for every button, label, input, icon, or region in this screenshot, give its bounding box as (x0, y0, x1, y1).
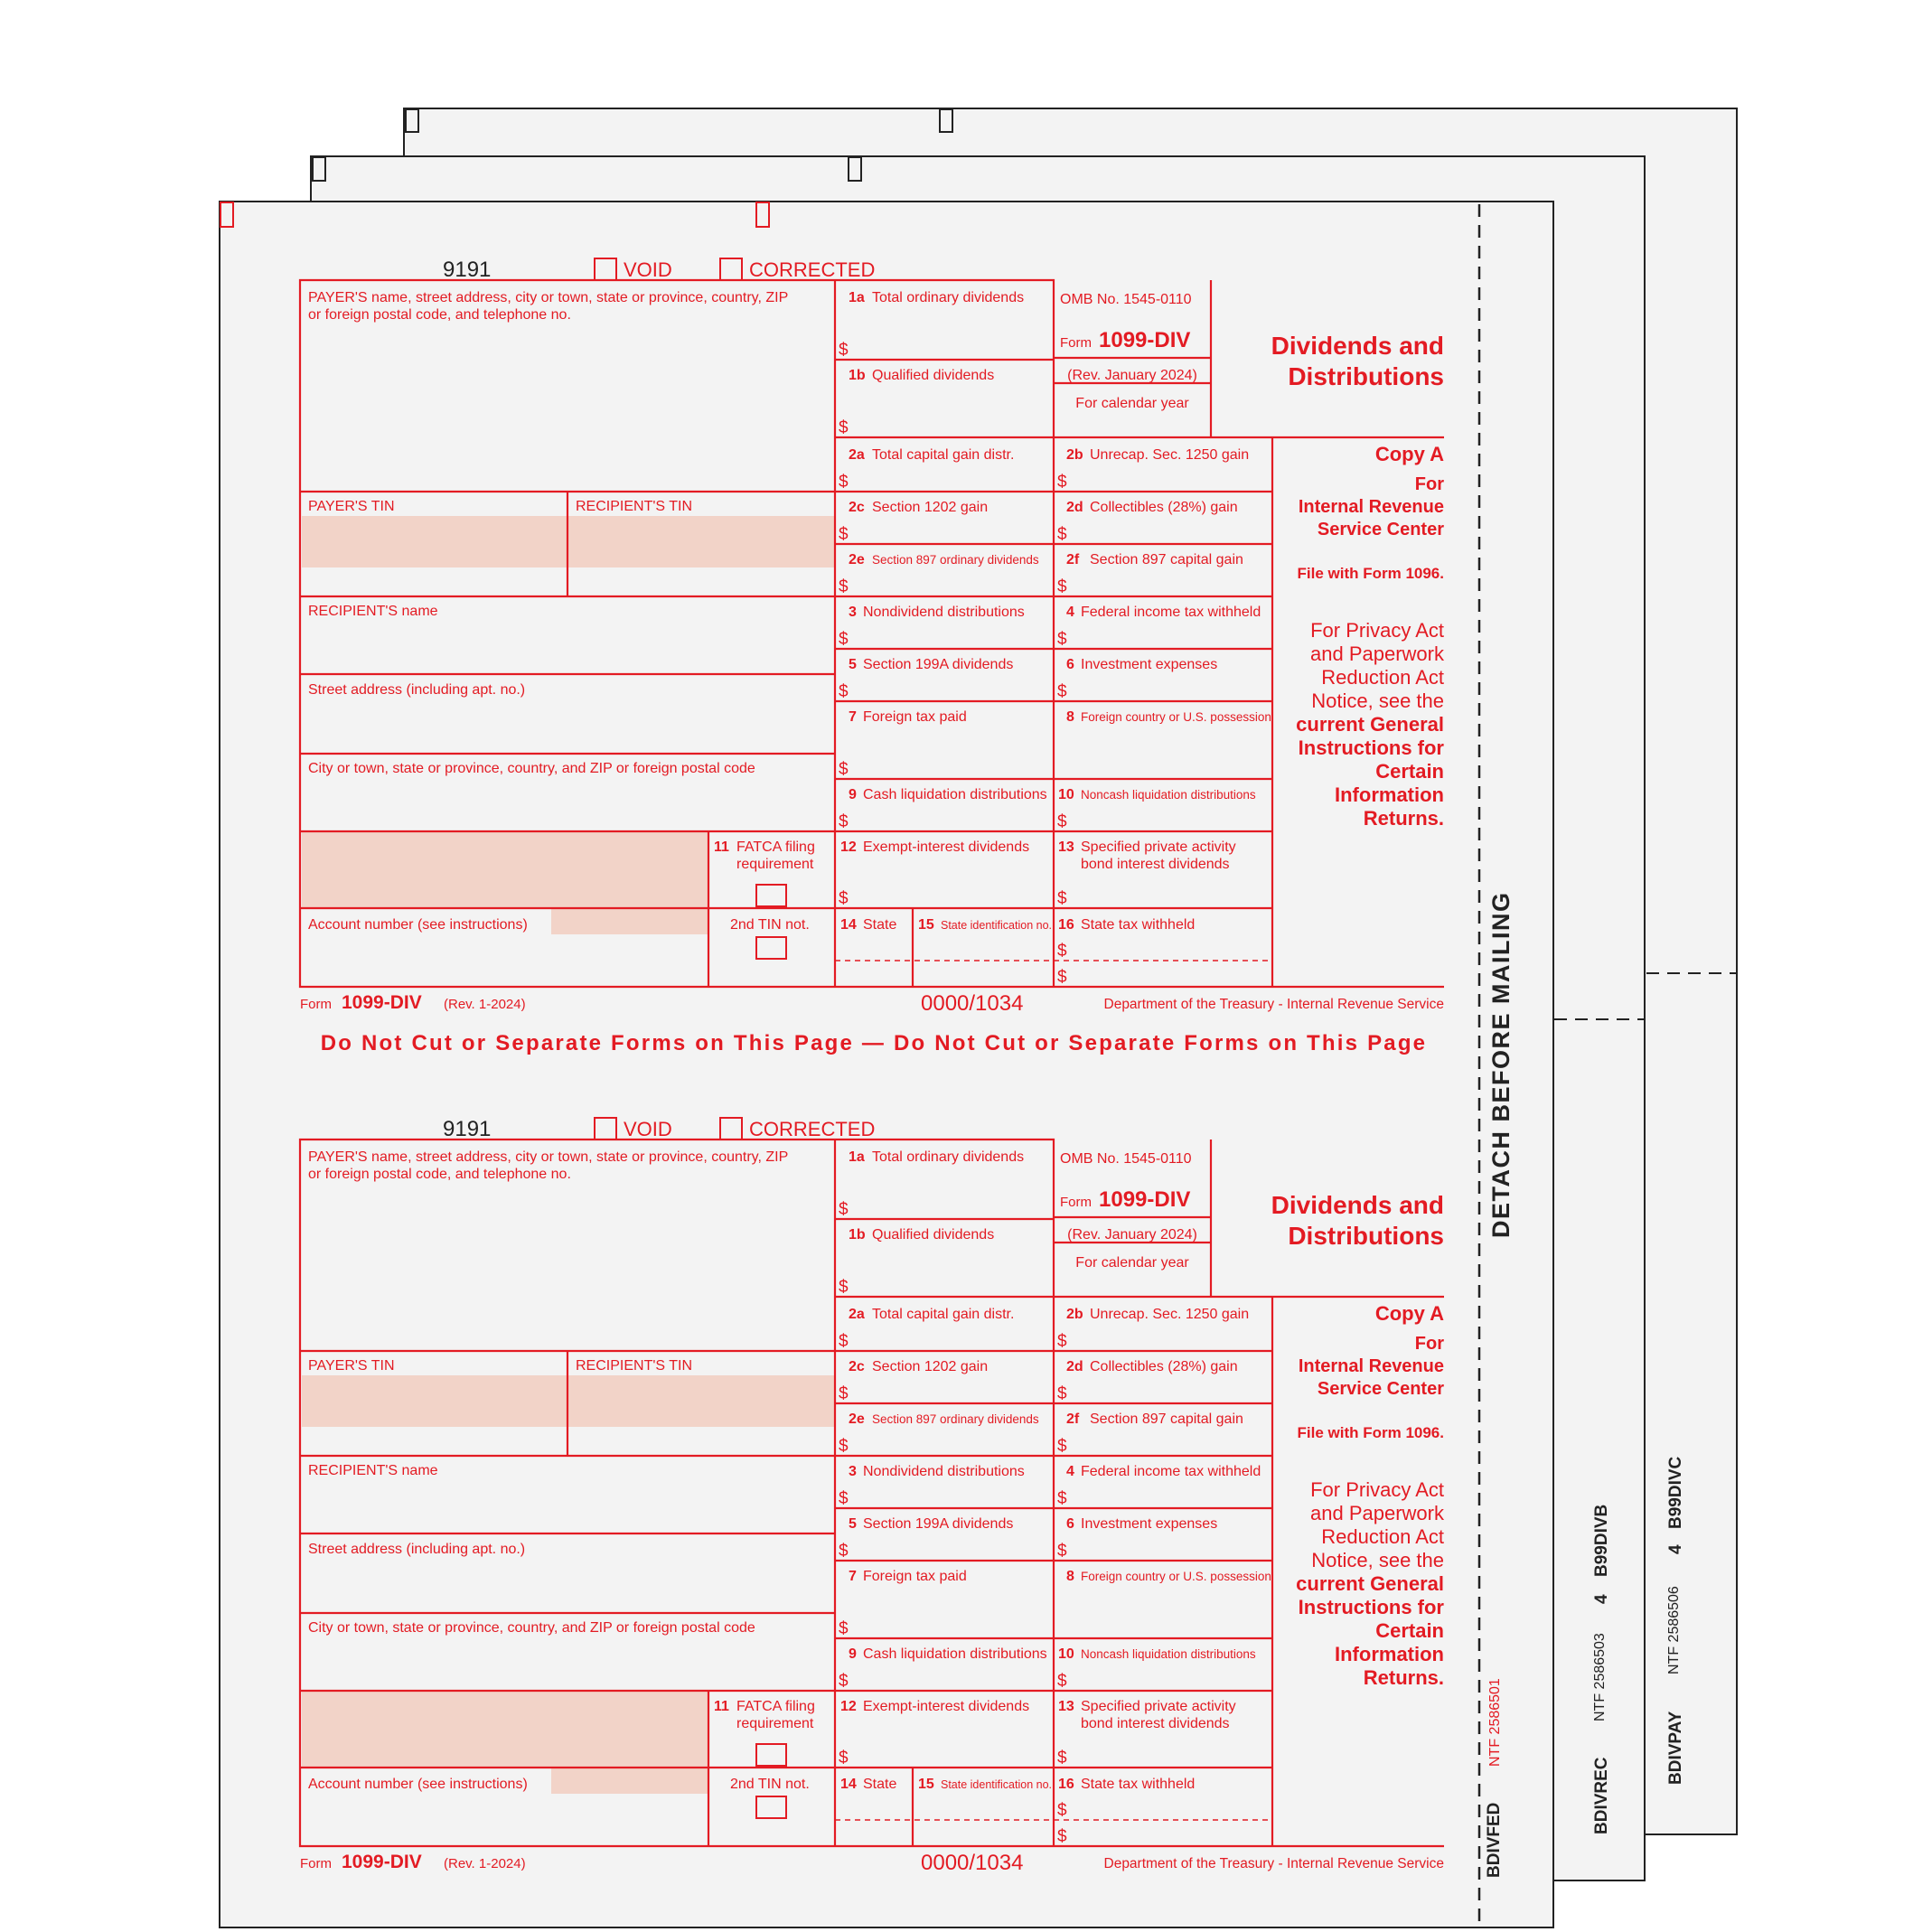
svg-text:1b: 1b (849, 368, 866, 383)
svg-text:1b: 1b (849, 1227, 866, 1243)
recipient-name-label: RECIPIENT'S name (308, 604, 438, 619)
svg-text:Section 199A dividends: Section 199A dividends (863, 1516, 1014, 1532)
svg-text:$: $ (839, 760, 849, 779)
svg-text:Instructions for: Instructions for (1298, 736, 1444, 759)
svg-text:Section 897 ordinary dividends: Section 897 ordinary dividends (872, 553, 1039, 567)
svg-text:2f: 2f (1066, 1411, 1080, 1427)
svg-text:Foreign country or U.S. posses: Foreign country or U.S. possession (1081, 1570, 1271, 1583)
svg-text:Foreign tax paid: Foreign tax paid (863, 1569, 967, 1584)
svg-text:Cash liquidation distributions: Cash liquidation distributions (863, 787, 1047, 802)
svg-text:10: 10 (1058, 787, 1074, 802)
svg-text:10: 10 (1058, 1646, 1074, 1662)
svg-text:Section 897 capital gain: Section 897 capital gain (1090, 1411, 1243, 1427)
svg-text:Form: Form (1060, 335, 1092, 351)
svg-text:$: $ (839, 1749, 849, 1768)
corrected-checkbox[interactable] (720, 1118, 742, 1140)
form-code: 9191 (443, 1117, 492, 1141)
svg-text:$: $ (1057, 1437, 1067, 1456)
void-checkbox[interactable] (595, 258, 616, 280)
fatca-label-1: FATCA filing (736, 1699, 815, 1714)
svg-text:State identification no.: State identification no. (941, 1778, 1052, 1791)
svg-text:$: $ (1057, 889, 1067, 908)
svg-text:$: $ (1057, 1489, 1067, 1508)
svg-text:Internal Revenue: Internal Revenue (1298, 1356, 1444, 1376)
svg-text:13: 13 (1058, 1699, 1074, 1714)
form-title-1: Dividends and (1271, 1191, 1444, 1219)
svg-text:bond interest dividends: bond interest dividends (1081, 1716, 1230, 1731)
detach-label: DETACH BEFORE MAILING (1487, 891, 1515, 1238)
form-title-1: Dividends and (1271, 332, 1444, 360)
svg-text:$: $ (839, 1384, 849, 1403)
fatca-label-2: requirement (736, 1716, 814, 1731)
svg-text:1099-DIV: 1099-DIV (342, 992, 422, 1013)
svg-text:(Rev. January 2024): (Rev. January 2024) (1067, 1227, 1197, 1243)
corrected-label: CORRECTED (749, 1118, 876, 1140)
side-label-rec-num: 4 (1592, 1594, 1611, 1604)
svg-text:16: 16 (1058, 917, 1074, 933)
void-label: VOID (624, 1118, 672, 1140)
svg-text:Foreign tax paid: Foreign tax paid (863, 709, 967, 725)
void-checkbox[interactable] (595, 1118, 616, 1140)
svg-text:$: $ (839, 1489, 849, 1508)
svg-text:Nondividend distributions: Nondividend distributions (863, 1464, 1025, 1479)
svg-text:$: $ (1057, 577, 1067, 596)
payer-tin-label: PAYER'S TIN (308, 499, 395, 514)
second-tin-label: 2nd TIN not. (730, 917, 810, 933)
svg-text:Section 1202 gain: Section 1202 gain (872, 500, 989, 515)
svg-text:Reduction Act: Reduction Act (1321, 1525, 1444, 1548)
svg-text:0000/1034: 0000/1034 (921, 991, 1024, 1016)
payer-block-label-2: or foreign postal code, and telephone no. (308, 307, 571, 323)
svg-text:$: $ (1057, 1801, 1067, 1820)
svg-text:$: $ (1057, 1542, 1067, 1561)
svg-text:Notice, see the: Notice, see the (1311, 689, 1444, 712)
svg-text:Internal Revenue: Internal Revenue (1298, 497, 1444, 517)
svg-text:For Privacy Act: For Privacy Act (1310, 619, 1444, 642)
svg-text:$: $ (1057, 525, 1067, 544)
payer-block-label: PAYER'S name, street address, city or town, state or province, country, ZIP (308, 290, 789, 305)
svg-text:Exempt-interest dividends: Exempt-interest dividends (863, 1699, 1030, 1714)
city-label: City or town, state or province, country, and ZIP or foreign postal code (308, 761, 755, 776)
svg-text:For calendar year: For calendar year (1075, 396, 1189, 411)
do-not-cut-banner: Do Not Cut or Separate Forms on This Page — Do Not Cut or Separate Forms on This Page (320, 1031, 1428, 1055)
recipient-tin-label: RECIPIENT'S TIN (576, 499, 692, 514)
svg-text:1a: 1a (849, 1149, 865, 1165)
svg-text:Section 897 ordinary dividends: Section 897 ordinary dividends (872, 1412, 1039, 1426)
omb-number: OMB No. 1545-0110 (1060, 292, 1192, 307)
street-label: Street address (including apt. no.) (308, 1542, 526, 1557)
form-1099-div-bottom (300, 1117, 1445, 1875)
svg-text:2b: 2b (1066, 447, 1083, 463)
corrected-label: CORRECTED (749, 258, 876, 281)
svg-text:Investment expenses: Investment expenses (1081, 657, 1218, 672)
svg-text:Section 199A dividends: Section 199A dividends (863, 657, 1014, 672)
svg-text:2d: 2d (1066, 500, 1083, 515)
svg-text:9: 9 (849, 787, 857, 802)
payer-block-label-2: or foreign postal code, and telephone no. (308, 1167, 571, 1182)
side-label-rec: BDIVREC (1592, 1757, 1611, 1834)
account-label: Account number (see instructions) (308, 1777, 528, 1792)
svg-text:Information: Information (1335, 783, 1444, 806)
omb-number: OMB No. 1545-0110 (1060, 1151, 1192, 1167)
svg-text:$: $ (839, 577, 849, 596)
street-label: Street address (including apt. no.) (308, 682, 526, 698)
side-label-pay-code: B99DIVC (1666, 1456, 1685, 1529)
svg-text:2a: 2a (849, 1307, 865, 1322)
svg-text:Service Center: Service Center (1317, 1379, 1444, 1399)
svg-text:14: 14 (840, 1777, 857, 1792)
svg-text:12: 12 (840, 1699, 857, 1714)
fatca-num: 11 (714, 1699, 729, 1714)
svg-text:1099-DIV: 1099-DIV (1099, 328, 1191, 352)
svg-text:Department of the Treasury - I: Department of the Treasury - Internal Revenue Service (1103, 997, 1444, 1012)
second-tin-label: 2nd TIN not. (730, 1777, 810, 1792)
svg-text:1099-DIV: 1099-DIV (342, 1852, 422, 1872)
svg-text:current General: current General (1296, 1572, 1444, 1595)
svg-text:(Rev. 1-2024): (Rev. 1-2024) (444, 997, 526, 1012)
svg-text:$: $ (839, 1672, 849, 1691)
svg-text:13: 13 (1058, 839, 1074, 855)
svg-text:2a: 2a (849, 447, 865, 463)
svg-text:For: For (1414, 474, 1444, 494)
second-tin-checkbox[interactable] (756, 937, 786, 959)
fatca-num: 11 (714, 839, 729, 855)
svg-text:Qualified dividends: Qualified dividends (872, 368, 995, 383)
svg-text:Form: Form (300, 997, 332, 1012)
svg-text:Specified private activity: Specified private activity (1081, 1699, 1236, 1714)
svg-text:15: 15 (918, 1777, 934, 1792)
svg-text:7: 7 (849, 1569, 857, 1584)
svg-text:bond interest dividends: bond interest dividends (1081, 857, 1230, 872)
svg-text:15: 15 (918, 917, 934, 933)
svg-text:State tax withheld: State tax withheld (1081, 917, 1196, 933)
city-label: City or town, state or province, country, and ZIP or foreign postal code (308, 1620, 755, 1636)
second-tin-checkbox[interactable] (756, 1796, 786, 1818)
fatca-label-1: FATCA filing (736, 839, 815, 855)
svg-text:Section 1202 gain: Section 1202 gain (872, 1359, 989, 1374)
svg-text:1099-DIV: 1099-DIV (1099, 1187, 1191, 1212)
svg-text:Cash liquidation distributions: Cash liquidation distributions (863, 1646, 1047, 1662)
side-label-pay-num: 4 (1666, 1544, 1685, 1554)
svg-text:and Paperwork: and Paperwork (1310, 1502, 1444, 1524)
svg-text:Federal income tax withheld: Federal income tax withheld (1081, 605, 1261, 620)
form-title-2: Distributions (1288, 1222, 1444, 1250)
payer-tin-label: PAYER'S TIN (308, 1358, 395, 1374)
svg-text:$: $ (839, 1200, 849, 1219)
svg-text:$: $ (839, 630, 849, 649)
svg-text:Total ordinary dividends: Total ordinary dividends (872, 1149, 1025, 1165)
svg-text:Instructions for: Instructions for (1298, 1596, 1444, 1618)
svg-text:$: $ (839, 1542, 849, 1561)
svg-text:$: $ (1057, 968, 1067, 987)
binder-tab-left (220, 202, 233, 227)
svg-text:3: 3 (849, 605, 857, 620)
svg-text:(Rev. January 2024): (Rev. January 2024) (1067, 368, 1197, 383)
svg-text:Certain: Certain (1375, 1619, 1444, 1642)
svg-text:Department of the Treasury - I: Department of the Treasury - Internal Revenue Service (1103, 1856, 1444, 1871)
svg-text:$: $ (839, 889, 849, 908)
form-code: 9191 (443, 258, 492, 282)
svg-text:Notice, see the: Notice, see the (1311, 1549, 1444, 1571)
svg-text:Noncash liquidation distributi: Noncash liquidation distributions (1081, 1647, 1256, 1661)
svg-text:5: 5 (849, 1516, 857, 1532)
svg-text:$: $ (1057, 1749, 1067, 1768)
fatca-checkbox[interactable] (756, 885, 786, 906)
svg-text:Unrecap. Sec. 1250 gain: Unrecap. Sec. 1250 gain (1090, 1307, 1250, 1322)
copy-a-label: Copy A (1374, 1302, 1444, 1325)
svg-text:6: 6 (1066, 657, 1074, 672)
svg-text:State: State (863, 917, 897, 933)
side-label-fed: BDIVFED (1485, 1802, 1504, 1878)
svg-text:2d: 2d (1066, 1359, 1083, 1374)
svg-text:$: $ (1057, 630, 1067, 649)
svg-text:$: $ (839, 525, 849, 544)
svg-text:For: For (1414, 1334, 1444, 1354)
svg-text:Reduction Act: Reduction Act (1321, 666, 1444, 689)
svg-text:Total capital gain distr.: Total capital gain distr. (872, 1307, 1015, 1322)
payer-block-label: PAYER'S name, street address, city or town, state or province, country, ZIP (308, 1149, 789, 1165)
svg-text:Investment expenses: Investment expenses (1081, 1516, 1218, 1532)
void-label: VOID (624, 258, 672, 281)
svg-text:4: 4 (1066, 1464, 1074, 1479)
svg-text:State tax withheld: State tax withheld (1081, 1777, 1196, 1792)
svg-text:Collectibles (28%) gain: Collectibles (28%) gain (1090, 500, 1238, 515)
account-label: Account number (see instructions) (308, 917, 528, 933)
svg-text:1a: 1a (849, 290, 865, 305)
svg-text:16: 16 (1058, 1777, 1074, 1792)
form-1099-div-top (300, 258, 1445, 1016)
svg-text:9: 9 (849, 1646, 857, 1662)
svg-text:6: 6 (1066, 1516, 1074, 1532)
svg-text:Certain: Certain (1375, 760, 1444, 783)
svg-text:For Privacy Act: For Privacy Act (1310, 1478, 1444, 1501)
svg-text:$: $ (839, 1437, 849, 1456)
svg-text:File with Form 1096.: File with Form 1096. (1297, 565, 1444, 582)
svg-text:State identification no.: State identification no. (941, 919, 1052, 932)
svg-text:4: 4 (1066, 605, 1074, 620)
svg-text:2e: 2e (849, 1411, 865, 1427)
svg-text:Qualified dividends: Qualified dividends (872, 1227, 995, 1243)
svg-text:2b: 2b (1066, 1307, 1083, 1322)
svg-text:$: $ (1057, 942, 1067, 961)
svg-text:Service Center: Service Center (1317, 520, 1444, 539)
svg-text:7: 7 (849, 709, 857, 725)
svg-text:Returns.: Returns. (1363, 1666, 1444, 1689)
svg-text:Form: Form (300, 1856, 332, 1871)
svg-text:$: $ (839, 341, 849, 360)
side-label-fed-ntf: NTF 2586501 (1487, 1678, 1503, 1767)
svg-text:3: 3 (849, 1464, 857, 1479)
svg-text:$: $ (1057, 1827, 1067, 1846)
svg-text:2c: 2c (849, 1359, 865, 1374)
copy-a-label: Copy A (1374, 443, 1444, 465)
svg-text:2e: 2e (849, 552, 865, 567)
svg-text:(Rev. 1-2024): (Rev. 1-2024) (444, 1856, 526, 1871)
side-label-pay: BDIVPAY (1666, 1711, 1685, 1785)
svg-text:File with Form 1096.: File with Form 1096. (1297, 1424, 1444, 1441)
svg-text:2c: 2c (849, 500, 865, 515)
svg-text:8: 8 (1066, 709, 1074, 725)
svg-text:$: $ (1057, 1672, 1067, 1691)
svg-text:current General: current General (1296, 713, 1444, 736)
svg-text:Collectibles (28%) gain: Collectibles (28%) gain (1090, 1359, 1238, 1374)
svg-text:Section 897 capital gain: Section 897 capital gain (1090, 552, 1243, 567)
svg-text:State: State (863, 1777, 897, 1792)
side-label-pay-ntf: NTF 2586506 (1666, 1586, 1682, 1674)
binder-tab-middle (756, 202, 769, 227)
svg-text:14: 14 (840, 917, 857, 933)
side-label-rec-ntf: NTF 2586503 (1592, 1633, 1608, 1721)
svg-text:8: 8 (1066, 1569, 1074, 1584)
svg-text:$: $ (839, 1619, 849, 1638)
corrected-checkbox[interactable] (720, 258, 742, 280)
svg-text:2f: 2f (1066, 552, 1080, 567)
svg-text:Form: Form (1060, 1195, 1092, 1210)
svg-text:and Paperwork: and Paperwork (1310, 642, 1444, 665)
svg-text:Noncash liquidation distributi: Noncash liquidation distributions (1081, 788, 1256, 802)
form-title-2: Distributions (1288, 362, 1444, 390)
svg-text:$: $ (1057, 1384, 1067, 1403)
svg-text:Information: Information (1335, 1643, 1444, 1665)
svg-text:For calendar year: For calendar year (1075, 1255, 1189, 1271)
svg-text:Unrecap. Sec. 1250 gain: Unrecap. Sec. 1250 gain (1090, 447, 1250, 463)
svg-text:$: $ (839, 473, 849, 492)
svg-text:Specified private activity: Specified private activity (1081, 839, 1236, 855)
svg-text:$: $ (839, 812, 849, 831)
recipient-name-label: RECIPIENT'S name (308, 1463, 438, 1478)
svg-text:Total capital gain distr.: Total capital gain distr. (872, 447, 1015, 463)
svg-text:Foreign country or U.S. posses: Foreign country or U.S. possession (1081, 710, 1271, 724)
svg-text:Exempt-interest dividends: Exempt-interest dividends (863, 839, 1030, 855)
svg-text:$: $ (839, 1278, 849, 1297)
svg-text:5: 5 (849, 657, 857, 672)
fatca-label-2: requirement (736, 857, 814, 872)
svg-text:$: $ (839, 682, 849, 701)
svg-text:Federal income tax withheld: Federal income tax withheld (1081, 1464, 1261, 1479)
svg-text:Total ordinary dividends: Total ordinary dividends (872, 290, 1025, 305)
svg-text:$: $ (1057, 1332, 1067, 1351)
recipient-tin-label: RECIPIENT'S TIN (576, 1358, 692, 1374)
svg-text:$: $ (1057, 682, 1067, 701)
svg-text:Returns.: Returns. (1363, 807, 1444, 830)
svg-text:12: 12 (840, 839, 857, 855)
svg-text:$: $ (1057, 473, 1067, 492)
svg-text:$: $ (839, 1332, 849, 1351)
svg-text:$: $ (839, 418, 849, 437)
fatca-checkbox[interactable] (756, 1744, 786, 1766)
svg-text:Nondividend distributions: Nondividend distributions (863, 605, 1025, 620)
svg-text:$: $ (1057, 812, 1067, 831)
side-label-rec-code: B99DIVB (1592, 1504, 1611, 1577)
svg-text:0000/1034: 0000/1034 (921, 1851, 1024, 1875)
